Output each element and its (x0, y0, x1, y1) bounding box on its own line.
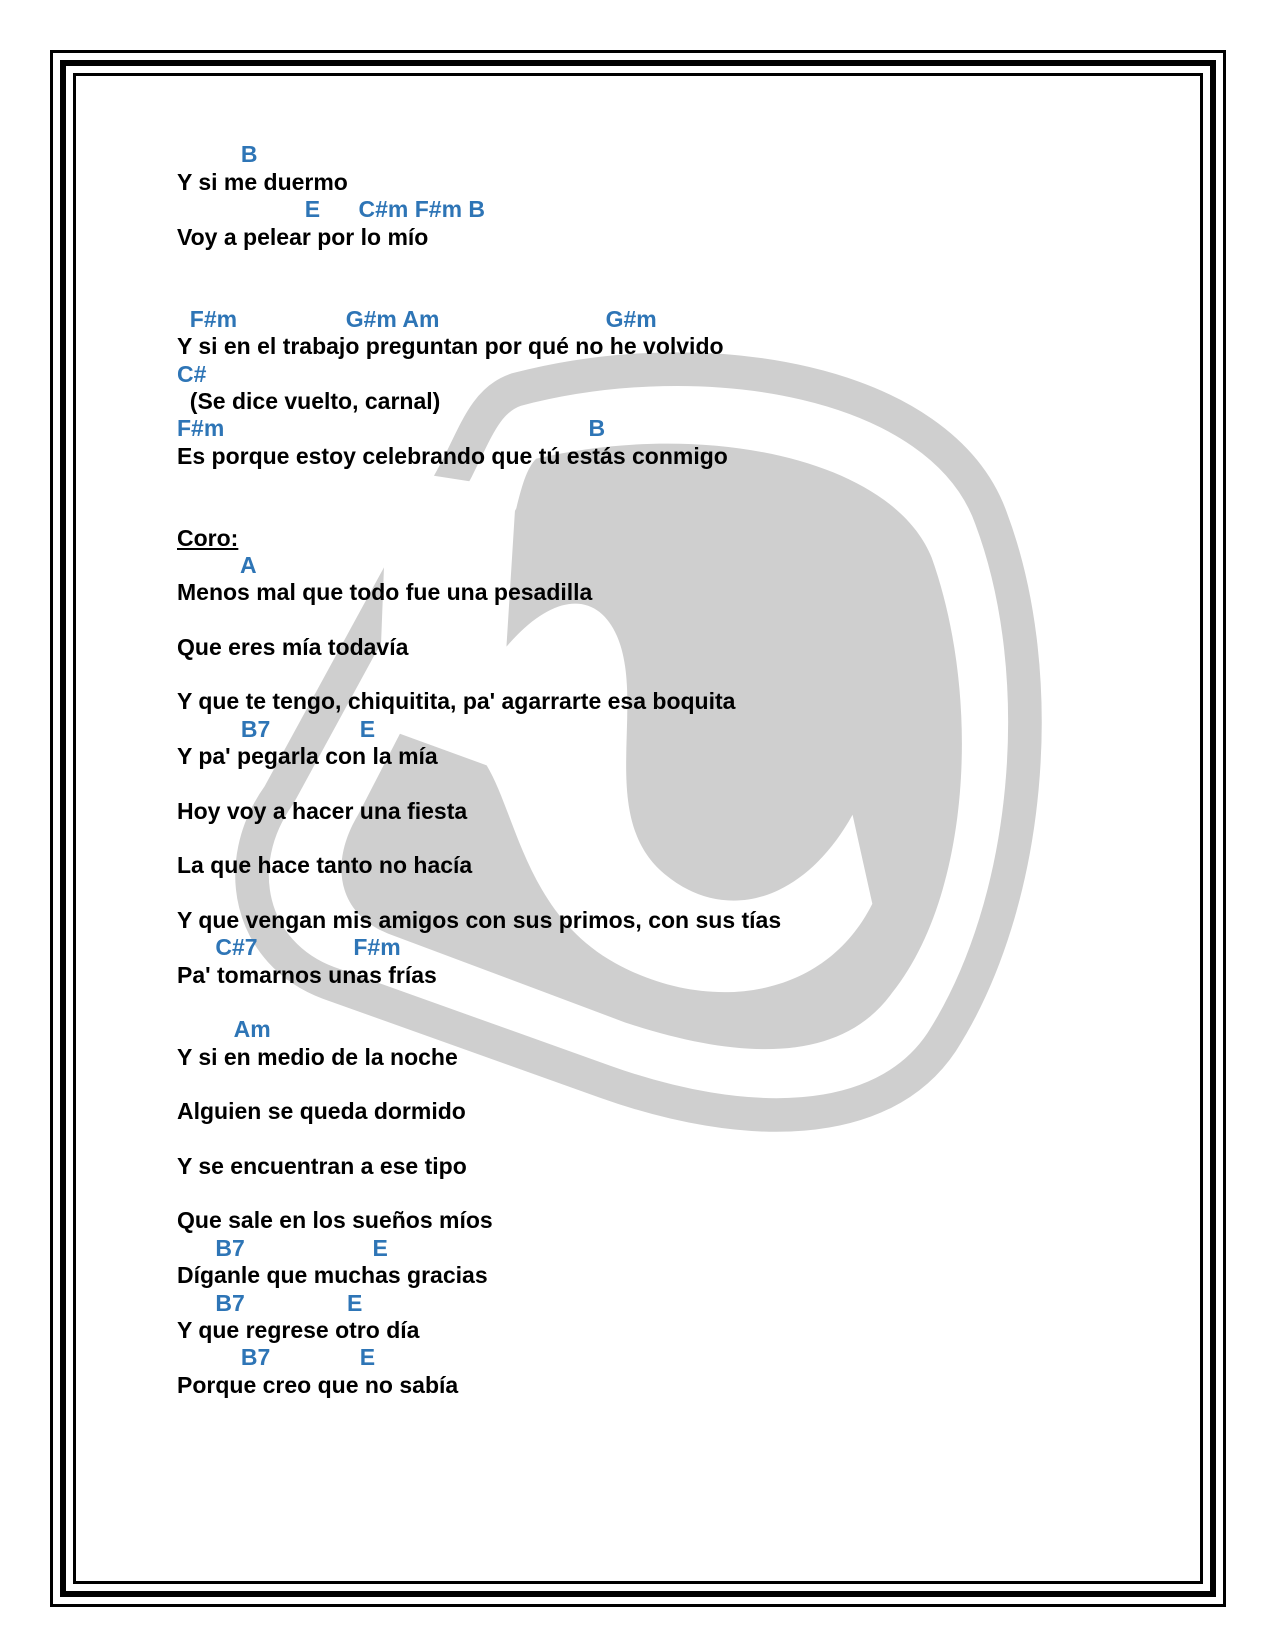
lyric-line: Pa' tomarnos unas frías (177, 962, 437, 988)
lyric-line: Y si en el trabajo preguntan por qué no he volvido (177, 333, 724, 359)
lyric-line: Y pa' pegarla con la mía (177, 743, 438, 769)
lyric-line: Alguien se queda dormido (177, 1098, 466, 1124)
lyric-line: Díganle que muchas gracias (177, 1262, 488, 1288)
lyric-line: Que eres mía todavía (177, 634, 409, 660)
chord-line: C# (177, 361, 207, 387)
lyric-line: Voy a pelear por lo mío (177, 224, 429, 250)
chord-line: C#7 F#m (177, 934, 401, 960)
chord-line: B7 E (177, 1235, 388, 1261)
section-heading-coro: Coro: (177, 525, 239, 551)
chord-line: F#m B (177, 415, 606, 441)
lyric-line: Es porque estoy celebrando que tú estás conmigo (177, 443, 728, 469)
lyric-line: La que hace tanto no hacía (177, 852, 473, 878)
lyric-line: Y si me duermo (177, 169, 348, 195)
chord-line: A (177, 552, 257, 578)
lyric-line: Y que vengan mis amigos con sus primos, con sus tías (177, 907, 782, 933)
lyric-line: Hoy voy a hacer una fiesta (177, 798, 468, 824)
chord-line: B7 E (177, 1290, 363, 1316)
chord-line: B (177, 141, 258, 167)
chord-line: B7 E (177, 1344, 376, 1370)
lyric-line: Y que regrese otro día (177, 1317, 420, 1343)
chord-line: E C#m F#m B (177, 196, 486, 222)
lyric-line: Y si en medio de la noche (177, 1044, 458, 1070)
chord-line: B7 E (177, 716, 376, 742)
lyric-line: (Se dice vuelto, carnal) (177, 388, 441, 414)
lyric-line: Menos mal que todo fue una pesadilla (177, 579, 593, 605)
chord-line: Am (177, 1016, 271, 1042)
lyric-line: Que sale en los sueños míos (177, 1207, 493, 1233)
lyric-line: Y que te tengo, chiquitita, pa' agarrarte esa boquita (177, 688, 736, 714)
lyric-line: Porque creo que no sabía (177, 1372, 459, 1398)
lyric-line: Y se encuentran a ese tipo (177, 1153, 467, 1179)
chord-line: F#m G#m Am G#m (177, 306, 657, 332)
